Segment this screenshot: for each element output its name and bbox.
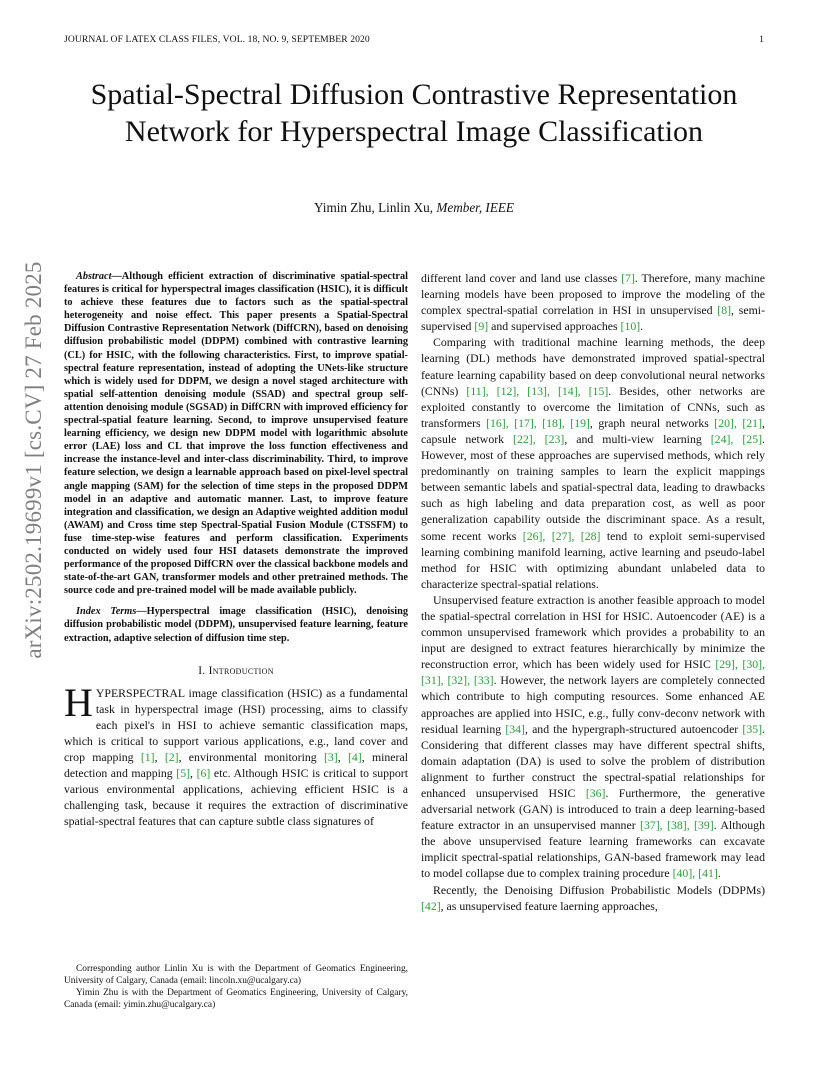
section-number: I. xyxy=(198,664,206,677)
citation-link[interactable]: [37], [38], [39] xyxy=(640,818,714,833)
body-text: , and the hypergraph-structured autoencoder xyxy=(524,721,743,736)
citation-link[interactable]: [11], [12], [13], [14], [15] xyxy=(466,383,609,398)
intro-text: , mineral detection and mapping xyxy=(64,750,408,781)
body-text: . Besides, other networks are exploited constantly to overcome the limitation of CNNs, such as transformers xyxy=(421,383,765,430)
intro-paragraph: HYPERSPECTRAL image classification (HSIC) as a fundamental task in hyperspectral image (HSI) processing, aims to classify each pixel's in HSI to achieve semantic classification maps, which is critical to support various applications, e.g., land cover and crop mapping [1], [2], environmental monitoring [3], [4], mineral detection and mapping [5], [6] etc. Although HSIC is critical to support various environmental applications, achieving efficient HSIC is a challenging task, because it requires the extraction of discriminative spatial-spectral features that can capture subtle class signatures of xyxy=(64,679,408,829)
arxiv-identifier: arXiv:2502.19699v1 [cs.CV] 27 Feb 2025 xyxy=(21,261,46,659)
body-text: Unsupervised feature extraction is another feasible approach to model the spatial-spectral correlation in HSI for HSIC. Autoencoder (AE) is a common unsupervised framework which provides a probability to an input are designed to extract features hierarchically by minimize the reconstruction error, which has been widely used for HSIC xyxy=(421,592,765,672)
citation-link[interactable]: [40], [41] xyxy=(672,866,718,881)
citation-link[interactable]: [22], [23] xyxy=(513,431,565,446)
section-title: Introduction xyxy=(208,664,274,677)
citation-link[interactable]: [8] xyxy=(717,303,732,318)
body-text: . Furthermore, the generative adversarial network (GAN) is introduced to train a deep learning-based feature extractor in an unsupervised manner xyxy=(421,786,766,833)
index-terms-text: —Hyperspectral image classification (HSIC), denoising diffusion probabilistic model (DDPM), unsupervised feature learning, feature extraction, adaptive selection of diffusion time step. xyxy=(64,606,408,644)
body-text: different land cover and land use classes xyxy=(421,271,622,285)
body-text: . However, most of these approaches are supervised methods, which rely predominantly on training samples to learn the explicit mappings between semantic labels and spatial-spectral data, leading to drawbacks such as high labeling and data preparation cost, as well as poor generalization capability outside the discriminant space. As a result, some recent works xyxy=(421,431,765,543)
paragraph xyxy=(421,592,765,882)
citation-link[interactable]: [9] xyxy=(474,319,489,334)
left-column xyxy=(64,270,408,829)
index-terms xyxy=(64,605,408,644)
citation-link[interactable]: [36] xyxy=(585,786,606,800)
citation-link[interactable]: [2] xyxy=(164,750,179,764)
arxiv-sidebar xyxy=(18,261,50,659)
author-names: Yimin Zhu, Linlin Xu, xyxy=(314,200,434,215)
body-text: . Although the above unsupervised feature learning frameworks can excavate implicit spectral-spatial relationships, GAN-based framework may lead to model collapse due to complex training procedure xyxy=(421,818,765,881)
citation-link[interactable]: [29], [30], [31], [32], [33] xyxy=(421,657,766,688)
body-text: Recently, the Denoising Diffusion Probabilistic Models (DDPMs) xyxy=(433,882,765,897)
citation-link[interactable]: [34] xyxy=(505,721,525,736)
citation-link[interactable]: [6] xyxy=(196,766,211,781)
body-text: , semi-supervised xyxy=(421,303,765,334)
intro-text: , environmental monitoring xyxy=(178,750,324,764)
citation-link[interactable]: [24], [25] xyxy=(710,431,763,446)
abstract xyxy=(64,270,408,597)
intro-text: etc. Although HSIC is critical to support various environmental applications, achieving efficient HSIC is a challenging task, because it requires the extraction of discriminative spatial-spectral features that can capture subtle class signatures of xyxy=(64,766,408,829)
paper-title: Spatial-Spectral Diffusion Contrastive Representation Network for Hyperspectral Image Classification xyxy=(90,78,738,148)
abstract-label: Abstract xyxy=(76,271,112,282)
body-text: . However, the network layers are completely connected which contribute to high computing resources. Some enhanced AE approaches are applied into HSIC, e.g., fully conv-deconv network with residual learning xyxy=(421,673,766,736)
body-text: . Considering that different classes may have different spectral shifts, domain adaptation (DA) is used to solve the problem of distribution alignment to further construct the spectral-spatial relationships for enhanced unsupervised HSIC xyxy=(421,721,765,800)
body-text: . xyxy=(717,866,721,881)
intro-first-word: YPERSPECTRAL xyxy=(95,685,185,700)
citation-link[interactable]: [42] xyxy=(421,898,441,913)
citation-link[interactable]: [16], [17], [18], [19] xyxy=(486,415,590,430)
footnote: Yimin Zhu is with the Department of Geomatics Engineering, University of Calgary, Canada (email: yimin.zhu@ucalgary.ca) xyxy=(64,988,408,1010)
body-text: Comparing with traditional machine learning methods, the deep learning (DL) methods have demonstrated improved spatial-spectral feature learning capability based on deep convolutional neural networks (CNNs) xyxy=(421,335,765,398)
journal-name: JOURNAL OF LATEX CLASS FILES, VOL. 18, NO. 9, SEPTEMBER 2020 xyxy=(64,34,370,45)
body-text: , as unsupervised feature laerning approaches, xyxy=(440,898,658,913)
paragraph xyxy=(421,334,765,592)
body-text: . Therefore, many machine learning models have been proposed to improve the modeling of the complex spectral-spatial correlation in HSI in unsupervised xyxy=(421,271,765,318)
footnote: Corresponding author Linlin Xu is with the Department of Geomatics Engineering, University of Calgary, Canada (email: lincoln.xu@ucalgary.ca) xyxy=(64,964,408,986)
right-column xyxy=(421,270,765,914)
intro-text: image classification (HSIC) as a fundamental task in hyperspectral image (HSI) processing, aims to classify each pixel's in HSI to achieve semantic classification maps, which is critical to support various applications, e.g., land cover and crop mapping xyxy=(64,685,408,764)
body-text: . xyxy=(640,319,644,334)
body-text: and supervised approaches xyxy=(488,319,621,334)
citation-link[interactable]: [10] xyxy=(620,319,641,334)
citation-link[interactable]: [5] xyxy=(176,766,191,781)
citation-link[interactable]: [7] xyxy=(621,271,635,285)
footnotes xyxy=(64,963,408,1011)
drop-cap: H xyxy=(64,679,93,725)
author-line xyxy=(64,200,764,216)
citation-link[interactable]: [4] xyxy=(347,750,362,764)
author-affiliation: Member, IEEE xyxy=(436,200,514,215)
citation-link[interactable]: [3] xyxy=(323,750,338,764)
running-header xyxy=(64,34,764,48)
paragraph xyxy=(421,270,765,334)
abstract-text: —Although efficient extraction of discriminative spatial-spectral features is critical for hyperspectral images classification (HSIC), it is difficult to achieve these features due to factors such as the spatial-spectral heterogeneity and noise effect. This paper presents a Spatial-Spectral Diffusion Contrastive Representation Network (DiffCRN), based on denoising diffusion probabilistic model (DDPM) combined with contrastive learning (CL) for HSIC, with the following characteristics. First, to improve spatial-spectral feature representation, instead of adopting the UNets-like structure which is widely used for DDPM, we design a novel staged architecture with spatial self-attention denoising module (SSAD) and spectral group self-attention denoising module (SGSAD) in DiffCRN with improved efficiency for spectral-spatial feature learning. Second, to improve unsupervised feature learning efficiency, we design new DDPM model with logarithmic absolute error (LAE) loss and CL that improve the loss function effectiveness and increase the instance-level and inter-class discriminability. Third, to improve feature selection, we design a learnable approach based on pixel-level spectral angle mapping (SAM) for the selection of time steps in the proposed DDPM model in an adaptive and automatic manner. Last, to improve feature integration and classification, we design an Adaptive weighted addition modul (AWAM) and Cross time step Spectral-Spatial Fusion Module (CTSSFM) to fuse time-step-wise features and perform classification. Experiments conducted on widely used four HSI datasets demonstrate the improved performance of the proposed DiffCRN over the classical backbone models and state-of-the-art GAN, transformer models and other pretrained methods. The source code and pre-trained model will be made available publicly. xyxy=(64,271,408,597)
citation-link[interactable]: [35] xyxy=(742,721,763,736)
body-text: , capsule network xyxy=(421,415,765,446)
page-number: 1 xyxy=(759,34,764,45)
citation-link[interactable]: [20], [21] xyxy=(714,415,763,430)
body-text: , graph neural networks xyxy=(589,415,715,430)
section-heading xyxy=(64,665,408,677)
paragraph xyxy=(421,882,765,914)
body-text: , and multi-view learning xyxy=(564,431,711,446)
index-terms-label: Index Terms xyxy=(76,606,137,618)
body-text: tend to exploit semi-supervised learning combining manifold learning, active learning and pseudo-label method for HSIC with optimizing abundant unlabeled data to characterize spectral-spatial relations. xyxy=(421,528,765,591)
citation-link[interactable]: [1] xyxy=(140,750,155,764)
citation-link[interactable]: [26], [27], [28] xyxy=(522,528,601,543)
